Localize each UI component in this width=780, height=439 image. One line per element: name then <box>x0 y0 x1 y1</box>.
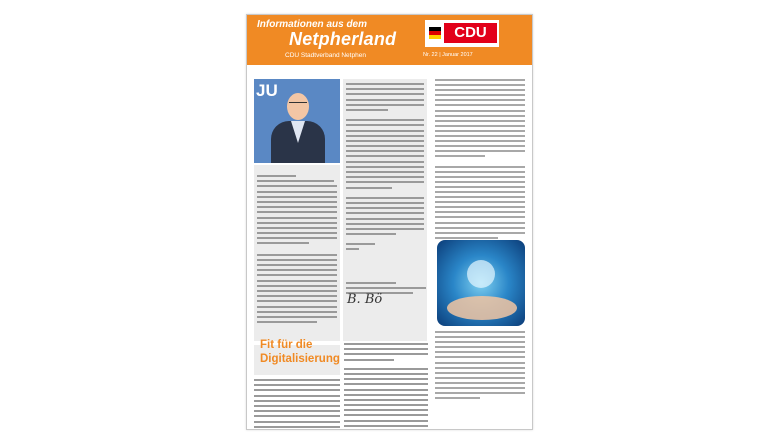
masthead-title: Netpherland <box>289 29 397 49</box>
masthead-subtitle: CDU Stadtverband Netphen <box>285 52 366 59</box>
author-photo <box>254 79 340 163</box>
letter-text-lines-1 <box>254 165 340 323</box>
digital-hand-image <box>437 240 525 326</box>
cdu-logo <box>425 20 499 47</box>
masthead-overline: Informationen aus dem <box>257 19 368 30</box>
photo-banner-text: JU <box>256 81 278 100</box>
photo-person-glasses <box>289 102 307 106</box>
bottom-headline-line1: Fit für die <box>260 339 313 351</box>
letter-column-1 <box>254 165 340 341</box>
newsletter-page <box>246 14 533 430</box>
article-column-3 <box>435 79 525 242</box>
masthead <box>247 15 532 65</box>
column-3-text-lines-top <box>435 79 525 239</box>
letter-text-lines-2 <box>343 79 427 294</box>
german-flag-icon <box>429 27 441 39</box>
bottom-headline-line2: Digitalisierung <box>260 353 340 365</box>
photo-person-head <box>287 93 309 120</box>
handwritten-signature: B. Bö <box>347 292 383 307</box>
digital-glow-shape <box>467 260 495 288</box>
bottom-intro-lines <box>254 379 340 430</box>
hand-shape <box>447 296 517 320</box>
issue-number: Nr. 22 | Januar 2017 <box>423 52 473 58</box>
bottom-column-2-lines <box>344 343 428 430</box>
cdu-logo-text: CDU <box>444 23 497 43</box>
column-3-text-lines-bottom <box>435 331 525 402</box>
